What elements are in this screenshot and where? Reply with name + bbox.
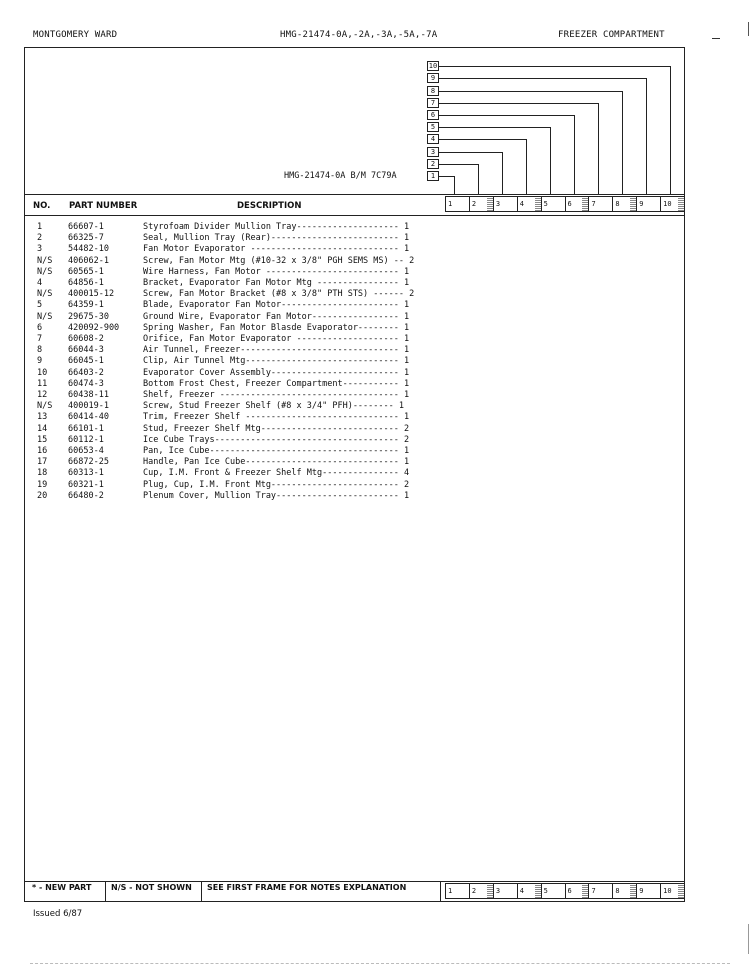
- leader-h-10: [439, 66, 670, 67]
- footer-cell-9: 9: [636, 884, 660, 898]
- footer-sep-2: [201, 881, 202, 901]
- row-part-number: 60112-1: [68, 434, 104, 445]
- row-no: 14: [37, 423, 48, 434]
- row-part-number: 420092-900: [68, 322, 120, 333]
- row-description: Bottom Frost Chest, Freezer Compartment----------- 1: [143, 378, 410, 389]
- header-cell-5: 5: [541, 197, 565, 211]
- brand-header: MONTGOMERY WARD: [33, 30, 118, 40]
- header-cell-4: 4: [517, 197, 541, 211]
- row-no: 19: [37, 479, 48, 490]
- row-no: 18: [37, 468, 48, 479]
- row-no: 13: [37, 412, 48, 423]
- row-no: 9: [37, 356, 43, 367]
- leader-h-7: [439, 103, 598, 104]
- leader-v-4: [526, 139, 527, 194]
- row-part-number: 406062-1: [68, 255, 109, 266]
- row-no: 10: [37, 367, 48, 378]
- row-part-number: 66403-2: [68, 367, 104, 378]
- row-part-number: 60414-40: [68, 412, 109, 423]
- diagram-box-3: 3: [427, 147, 439, 157]
- issued-date: Issued 6/87: [33, 909, 83, 919]
- footer-cell-4: 4: [517, 884, 541, 898]
- row-description: Stud, Freezer Shelf Mtg--------------------------- 2: [143, 423, 410, 434]
- leader-v-2: [478, 164, 479, 194]
- header-cell-9: 9: [636, 197, 660, 211]
- diagram-box-6: 6: [427, 110, 439, 120]
- margin-tick-top: [748, 22, 749, 36]
- row-part-number: 64856-1: [68, 278, 104, 288]
- header-cell-3: 3: [493, 197, 517, 211]
- leader-h-6: [439, 115, 574, 116]
- row-description: Screw, Fan Motor Bracket (#8 x 3/8" PTH STS) ------ 2: [143, 289, 415, 300]
- row-no: N/S: [37, 401, 53, 412]
- leader-h-8: [439, 91, 622, 92]
- leader-h-5: [439, 127, 550, 128]
- row-no: 20: [37, 490, 48, 501]
- leader-v-10: [670, 66, 671, 194]
- row-description: Ice Cube Trays------------------------------------ 2: [143, 434, 410, 445]
- row-part-number: 66607-1: [68, 222, 104, 232]
- legend-not-shown: N/S - NOT SHOWN: [111, 883, 192, 892]
- leader-h-2: [439, 164, 478, 165]
- header-divider: [25, 215, 684, 216]
- leader-v-3: [502, 152, 503, 194]
- leader-h-9: [439, 78, 646, 79]
- leader-v-7: [598, 103, 599, 194]
- leader-v-6: [574, 115, 575, 194]
- footer-sep-3: [440, 881, 441, 901]
- col-no-header: NO.: [33, 201, 51, 211]
- row-part-number: 66044-3: [68, 345, 104, 356]
- diagram-box-10: 10: [428, 62, 438, 71]
- row-no: N/S: [37, 266, 53, 277]
- row-no: N/S: [37, 289, 53, 300]
- row-description: Clip, Air Tunnel Mtg------------------------------ 1: [143, 356, 410, 367]
- diagram-divider: [25, 194, 684, 195]
- row-description: Trim, Freezer Shelf ------------------------------ 1: [143, 412, 410, 423]
- diagram-box-1: 1: [427, 171, 439, 181]
- header-cell-7: 7: [588, 197, 612, 211]
- row-part-number: 60608-2: [68, 334, 104, 344]
- header-cell-8: 8: [612, 197, 636, 211]
- header-cell-2: 2: [469, 197, 493, 211]
- row-description: Cup, I.M. Front & Freezer Shelf Mtg--------------- 4: [143, 468, 410, 479]
- row-description: Styrofoam Divider Mullion Tray-------------------- 1: [143, 222, 410, 232]
- legend-new-part: * - NEW PART: [32, 883, 92, 892]
- row-description: Blade, Evaporator Fan Motor----------------------- 1: [143, 300, 410, 311]
- leader-h-3: [439, 152, 502, 153]
- col-part-header: PART NUMBER: [69, 201, 138, 211]
- row-no: 16: [37, 446, 48, 456]
- row-description: Ground Wire, Evaporator Fan Motor----------------- 1: [143, 311, 410, 322]
- row-part-number: 66101-1: [68, 423, 104, 434]
- row-description: Pan, Ice Cube------------------------------------- 1: [143, 446, 410, 456]
- row-no: 11: [37, 378, 48, 389]
- model-bm-label: HMG-21474-0A B/M 7C79A: [284, 171, 397, 181]
- row-part-number: 66045-1: [68, 356, 104, 367]
- row-no: 5: [37, 300, 43, 311]
- row-description: Spring Washer, Fan Motor Blasde Evaporator-------- 1: [143, 322, 410, 333]
- leader-v-1: [454, 176, 455, 194]
- row-part-number: 64359-1: [68, 300, 104, 311]
- footer-divider: [25, 881, 684, 882]
- row-no: 15: [37, 434, 48, 445]
- row-no: 4: [37, 278, 43, 288]
- row-part-number: 60565-1: [68, 266, 104, 277]
- diagram-box-4: 4: [427, 134, 439, 144]
- row-description: Plenum Cover, Mullion Tray------------------------ 1: [143, 490, 410, 501]
- row-no: 2: [37, 233, 43, 244]
- row-description: Seal, Mullion Tray (Rear)------------------------- 1: [143, 233, 410, 244]
- row-part-number: 400015-12: [68, 289, 115, 300]
- row-part-number: 54482-10: [68, 244, 109, 255]
- row-description: Shelf, Freezer ----------------------------------- 1: [143, 390, 410, 400]
- row-description: Bracket, Evaporator Fan Motor Mtg ---------------- 1: [143, 278, 410, 288]
- row-no: N/S: [37, 311, 53, 322]
- row-part-number: 60474-3: [68, 378, 104, 389]
- row-description: Handle, Pan Ice Cube------------------------------ 1: [143, 457, 410, 468]
- leader-v-9: [646, 78, 647, 194]
- footer-cell-6: 6: [565, 884, 589, 898]
- footer-cell-1: 1: [448, 887, 453, 895]
- header-cell-6: 6: [565, 197, 589, 211]
- row-no: N/S: [37, 255, 53, 266]
- footer-cell-7: 7: [588, 884, 612, 898]
- footer-cell-strip: [445, 883, 685, 899]
- row-no: 1: [37, 222, 43, 232]
- footer-cell-8: 8: [612, 884, 636, 898]
- row-description: Screw, Stud Freezer Shelf (#8 x 3/4" PFH)-------- 1: [143, 401, 404, 412]
- row-part-number: 66325-7: [68, 233, 104, 244]
- row-no: 17: [37, 457, 48, 468]
- legend-notes: SEE FIRST FRAME FOR NOTES EXPLANATION: [207, 883, 407, 892]
- margin-tick-bottom: [748, 924, 749, 954]
- diagram-box-9: 9: [427, 73, 439, 83]
- leader-v-5: [550, 127, 551, 194]
- row-no: 8: [37, 345, 43, 356]
- leader-h-4: [439, 139, 526, 140]
- row-no: 3: [37, 244, 43, 255]
- footer-sep-1: [105, 881, 106, 901]
- footer-cell-2: 2: [469, 884, 493, 898]
- row-part-number: 60438-11: [68, 390, 109, 400]
- diagram-box-8: 8: [427, 86, 439, 96]
- row-part-number: 60313-1: [68, 468, 104, 479]
- footer-cell-5: 5: [541, 884, 565, 898]
- row-part-number: 29675-30: [68, 311, 109, 322]
- footer-cell-10: 10: [660, 884, 684, 898]
- row-description: Plug, Cup, I.M. Front Mtg------------------------- 2: [143, 479, 410, 490]
- row-no: 6: [37, 322, 43, 333]
- footer-cell-3: 3: [493, 884, 517, 898]
- row-part-number: 66480-2: [68, 490, 104, 501]
- header-cell-strip: [445, 196, 685, 212]
- row-description: Air Tunnel, Freezer------------------------------- 1: [143, 345, 410, 356]
- diagram-box-2: 2: [427, 159, 439, 169]
- row-no: 12: [37, 390, 48, 400]
- model-header: HMG-21474-0A,-2A,-3A,-5A,-7A: [280, 30, 438, 40]
- row-no: 7: [37, 334, 43, 344]
- diagram-box-5: 5: [427, 122, 439, 132]
- row-description: Wire Harness, Fan Motor -------------------------- 1: [143, 266, 410, 277]
- row-description: Evaporator Cover Assembly------------------------- 1: [143, 367, 410, 378]
- row-part-number: 400019-1: [68, 401, 109, 412]
- margin-mark: [712, 38, 720, 39]
- row-part-number: 60321-1: [68, 479, 104, 490]
- header-cell-1: 1: [448, 200, 453, 208]
- row-description: Orifice, Fan Motor Evaporator -------------------- 1: [143, 334, 410, 344]
- row-description: Fan Motor Evaporator ----------------------------- 1: [143, 244, 410, 255]
- bottom-scan-line: [30, 963, 730, 964]
- row-part-number: 66872-25: [68, 457, 109, 468]
- row-description: Screw, Fan Motor Mtg (#10-32 x 3/8" PGH SEMS MS) -- 2: [143, 255, 415, 266]
- header-cell-10: 10: [660, 197, 684, 211]
- diagram-box-7: 7: [427, 98, 439, 108]
- leader-v-8: [622, 91, 623, 194]
- row-part-number: 60653-4: [68, 446, 104, 456]
- col-desc-header: DESCRIPTION: [237, 201, 302, 211]
- section-header: FREEZER COMPARTMENT: [558, 30, 665, 40]
- leader-h-1: [439, 176, 454, 177]
